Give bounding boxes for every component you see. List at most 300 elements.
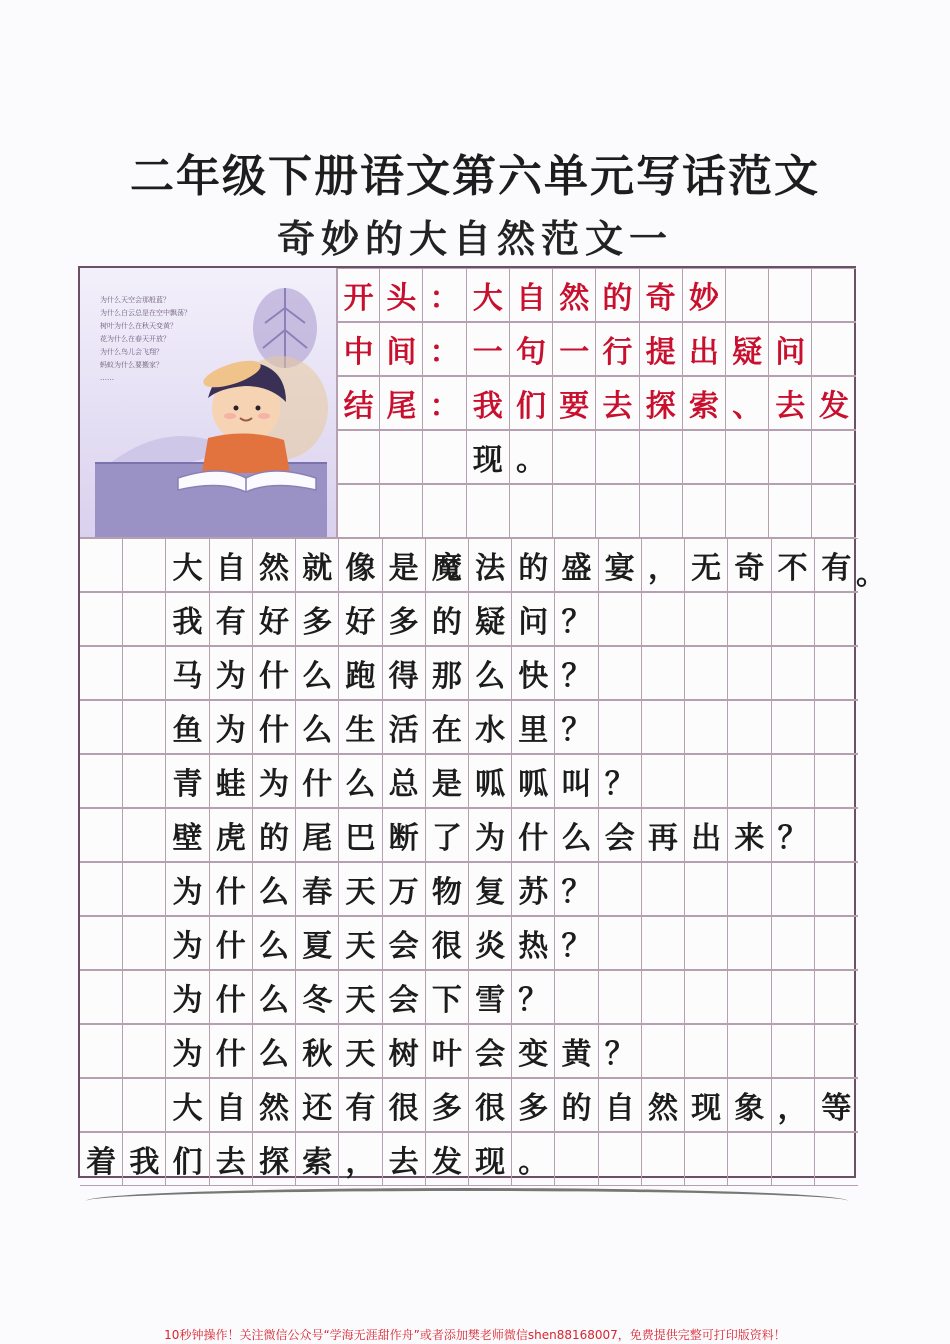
grid-cell: 一 [553, 322, 596, 376]
essay-row [80, 1132, 858, 1186]
essay-row [80, 646, 858, 700]
poem-line: 为什么天空会那般蓝？ [100, 296, 170, 304]
grid-cell: 尾 [296, 808, 339, 862]
grid-cell [726, 484, 769, 538]
grid-cell: 索 [683, 376, 726, 430]
grid-cell: 什 [210, 916, 253, 970]
grid-cell [596, 484, 639, 538]
grid-cell: 树 [383, 1024, 426, 1078]
grid-cell: 好 [253, 592, 296, 646]
grid-cell: 的 [555, 1078, 598, 1132]
grid-cell: 自 [210, 1078, 253, 1132]
grid-cell: 黄 [555, 1024, 598, 1078]
outline-row [337, 376, 856, 430]
grid-cell [80, 1024, 123, 1078]
grid-cell: 着 [80, 1132, 123, 1186]
grid-cell: 去 [769, 376, 812, 430]
grid-cell [642, 970, 685, 1024]
grid-cell [599, 646, 642, 700]
grid-cell [772, 916, 815, 970]
grid-cell: 为 [253, 754, 296, 808]
grid-cell [728, 862, 771, 916]
grid-cell: 雪 [469, 970, 512, 1024]
grid-cell: 了 [426, 808, 469, 862]
grid-cell [683, 430, 726, 484]
grid-cell [769, 430, 812, 484]
grid-cell [728, 700, 771, 754]
page-title: 二年级下册语文第六单元写话范文 [130, 151, 820, 202]
grid-cell: 复 [469, 862, 512, 916]
grid-cell [599, 1132, 642, 1186]
essay-subtitle: 奇妙的大自然范文一 [276, 216, 673, 261]
essay-row [80, 1024, 858, 1078]
grid-cell [815, 754, 858, 808]
grid-cell: ， [642, 538, 685, 592]
grid-cell [123, 916, 166, 970]
grid-cell: ， [772, 1078, 815, 1132]
grid-cell: 中 [337, 322, 380, 376]
grid-cell: 然 [553, 268, 596, 322]
grid-cell [423, 430, 466, 484]
grid-cell: 很 [426, 916, 469, 970]
grid-cell [642, 646, 685, 700]
grid-cell [772, 862, 815, 916]
grid-cell: 多 [383, 592, 426, 646]
grid-cell: 会 [383, 916, 426, 970]
poem-line: …… [100, 374, 114, 382]
grid-cell: 还 [296, 1078, 339, 1132]
grid-cell: 很 [469, 1078, 512, 1132]
grid-cell [772, 592, 815, 646]
grid-cell [772, 700, 815, 754]
grid-cell: 自 [510, 268, 553, 322]
grid-cell [815, 970, 858, 1024]
grid-cell: 什 [512, 808, 555, 862]
essay-row [80, 970, 858, 1024]
grid-cell: 总 [383, 754, 426, 808]
grid-cell [123, 538, 166, 592]
grid-cell [380, 430, 423, 484]
essay-row [80, 916, 858, 970]
grid-cell: 妙 [683, 268, 726, 322]
grid-cell: 壁 [166, 808, 209, 862]
grid-cell: ？ [555, 862, 598, 916]
grid-cell: 巴 [339, 808, 382, 862]
grid-cell: 多 [296, 592, 339, 646]
grid-cell: ？ [555, 592, 598, 646]
grid-cell: 然 [253, 538, 296, 592]
grid-cell: 去 [210, 1132, 253, 1186]
grid-cell: 物 [426, 862, 469, 916]
grid-cell: 呱 [512, 754, 555, 808]
grid-cell: 么 [296, 700, 339, 754]
grid-cell: 么 [469, 646, 512, 700]
grid-cell: 来 [728, 808, 771, 862]
grid-cell: 夏 [296, 916, 339, 970]
grid-cell [467, 484, 510, 538]
grid-cell [380, 484, 423, 538]
grid-cell: 自 [599, 1078, 642, 1132]
grid-cell: 么 [253, 1024, 296, 1078]
grid-cell: 疑 [726, 322, 769, 376]
grid-cell: 象 [728, 1078, 771, 1132]
grid-cell: ： [423, 322, 466, 376]
grid-cell: 探 [253, 1132, 296, 1186]
grid-cell: 提 [640, 322, 683, 376]
grid-cell: ？ [772, 808, 815, 862]
grid-cell: 有 [339, 1078, 382, 1132]
overflow-punctuation: 。 [856, 557, 886, 592]
grid-cell: ？ [599, 1024, 642, 1078]
grid-cell [123, 862, 166, 916]
grid-cell: 的 [512, 538, 555, 592]
grid-cell: 为 [166, 862, 209, 916]
grid-cell: ？ [555, 916, 598, 970]
grid-cell: 一 [467, 322, 510, 376]
grid-cell [423, 484, 466, 538]
grid-cell [642, 916, 685, 970]
grid-cell: 么 [339, 754, 382, 808]
grid-cell: 结 [337, 376, 380, 430]
grid-cell: 等 [815, 1078, 858, 1132]
grid-cell [599, 700, 642, 754]
grid-cell [685, 970, 728, 1024]
grid-cell [123, 700, 166, 754]
grid-cell: ， [339, 1132, 382, 1186]
grid-cell: 叶 [426, 1024, 469, 1078]
grid-cell: 去 [383, 1132, 426, 1186]
grid-cell [685, 700, 728, 754]
grid-cell: 虎 [210, 808, 253, 862]
grid-cell: 得 [383, 646, 426, 700]
grid-cell: 么 [253, 916, 296, 970]
grid-cell [728, 646, 771, 700]
grid-cell [123, 970, 166, 1024]
footer-note: 10秒钟操作！关注微信公众号“学海无涯甜作舟”或者添加樊老师微信shen88168007，免费提供完整可打印版资料！ [164, 1328, 786, 1342]
grid-cell: 索 [296, 1132, 339, 1186]
grid-cell: 再 [642, 808, 685, 862]
grid-cell: 冬 [296, 970, 339, 1024]
page-bottom-curve [86, 1188, 848, 1201]
grid-cell: 法 [469, 538, 512, 592]
essay-row [80, 754, 858, 808]
outline-row [337, 268, 856, 322]
grid-cell [123, 754, 166, 808]
grid-cell: 秋 [296, 1024, 339, 1078]
grid-cell [80, 1078, 123, 1132]
grid-cell [642, 862, 685, 916]
grid-cell: 句 [510, 322, 553, 376]
grid-cell [596, 430, 639, 484]
grid-cell: 水 [469, 700, 512, 754]
grid-cell: 我 [123, 1132, 166, 1186]
essay-row [80, 700, 858, 754]
grid-cell [553, 484, 596, 538]
grid-cell: 出 [685, 808, 728, 862]
grid-cell [772, 970, 815, 1024]
grid-cell [815, 646, 858, 700]
grid-cell: 间 [380, 322, 423, 376]
grid-cell [683, 484, 726, 538]
grid-cell: 为 [469, 808, 512, 862]
grid-cell [642, 592, 685, 646]
grid-cell [772, 646, 815, 700]
grid-cell: 热 [512, 916, 555, 970]
grid-cell: 什 [296, 754, 339, 808]
grid-cell: 马 [166, 646, 209, 700]
grid-cell: 好 [339, 592, 382, 646]
grid-cell: 就 [296, 538, 339, 592]
grid-cell: 大 [166, 1078, 209, 1132]
writing-grid [78, 266, 856, 1178]
grid-cell: 么 [296, 646, 339, 700]
grid-cell: 像 [339, 538, 382, 592]
grid-cell [772, 754, 815, 808]
grid-cell: 要 [553, 376, 596, 430]
grid-cell: 什 [253, 700, 296, 754]
grid-cell: 发 [426, 1132, 469, 1186]
grid-cell: 为 [166, 916, 209, 970]
grid-cell: 什 [253, 646, 296, 700]
poem-line: 为什么鸟儿会飞翔？ [100, 348, 163, 356]
grid-cell: 活 [383, 700, 426, 754]
grid-cell: 为 [166, 1024, 209, 1078]
grid-cell: 行 [596, 322, 639, 376]
grid-cell [553, 430, 596, 484]
grid-cell [123, 808, 166, 862]
grid-cell [685, 862, 728, 916]
grid-cell: 苏 [512, 862, 555, 916]
grid-cell [728, 916, 771, 970]
grid-cell: 万 [383, 862, 426, 916]
grid-cell [728, 754, 771, 808]
grid-cell: 现 [467, 430, 510, 484]
grid-cell: 奇 [728, 538, 771, 592]
grid-cell [728, 1024, 771, 1078]
grid-cell [812, 268, 855, 322]
grid-cell: 天 [339, 970, 382, 1024]
grid-cell: 我 [166, 592, 209, 646]
grid-cell [815, 916, 858, 970]
grid-cell: 那 [426, 646, 469, 700]
grid-cell: 么 [253, 970, 296, 1024]
grid-cell [337, 430, 380, 484]
grid-cell [80, 970, 123, 1024]
grid-cell: 有 [210, 592, 253, 646]
grid-cell [812, 322, 855, 376]
grid-cell: ？ [555, 646, 598, 700]
grid-cell: 会 [599, 808, 642, 862]
essay-row [80, 1078, 858, 1132]
grid-cell [642, 1132, 685, 1186]
poem-text [100, 294, 250, 385]
grid-cell: 魔 [426, 538, 469, 592]
grid-cell: 出 [683, 322, 726, 376]
grid-cell: 现 [469, 1132, 512, 1186]
grid-cell: 天 [339, 916, 382, 970]
grid-cell: 在 [426, 700, 469, 754]
grid-cell [599, 916, 642, 970]
grid-cell [769, 484, 812, 538]
grid-cell: ？ [512, 970, 555, 1024]
grid-cell [80, 916, 123, 970]
grid-cell: 为 [210, 700, 253, 754]
grid-cell [772, 1024, 815, 1078]
essay-row [80, 592, 858, 646]
grid-cell: 叫 [555, 754, 598, 808]
grid-cell [510, 484, 553, 538]
grid-cell: 然 [642, 1078, 685, 1132]
grid-cell [815, 862, 858, 916]
grid-cell: ？ [555, 700, 598, 754]
grid-cell [642, 754, 685, 808]
grid-cell [685, 754, 728, 808]
grid-cell [123, 1078, 166, 1132]
grid-cell [80, 538, 123, 592]
grid-cell [685, 592, 728, 646]
grid-cell [812, 430, 855, 484]
grid-cell: 的 [596, 268, 639, 322]
grid-cell: 的 [426, 592, 469, 646]
grid-cell [80, 808, 123, 862]
grid-cell [80, 592, 123, 646]
grid-cell [728, 1132, 771, 1186]
grid-cell: 天 [339, 862, 382, 916]
grid-cell: 去 [596, 376, 639, 430]
grid-cell [642, 1024, 685, 1078]
grid-cell: 们 [510, 376, 553, 430]
grid-cell [123, 646, 166, 700]
outline-row [337, 484, 856, 538]
poem-line: 为什么白云总是在空中飘荡？ [100, 309, 191, 317]
grid-cell: 现 [685, 1078, 728, 1132]
grid-cell: 为 [166, 970, 209, 1024]
grid-cell: 疑 [469, 592, 512, 646]
grid-cell: 开 [337, 268, 380, 322]
grid-cell: ？ [599, 754, 642, 808]
grid-cell [815, 1132, 858, 1186]
grid-cell: 探 [640, 376, 683, 430]
grid-cell [685, 916, 728, 970]
grid-cell: 大 [467, 268, 510, 322]
grid-cell: 多 [426, 1078, 469, 1132]
grid-cell: 么 [555, 808, 598, 862]
outline-row [337, 430, 856, 484]
outline-row [337, 322, 856, 376]
grid-cell: 下 [426, 970, 469, 1024]
grid-cell [555, 970, 598, 1024]
grid-cell: 里 [512, 700, 555, 754]
grid-cell: 奇 [640, 268, 683, 322]
essay-row [80, 862, 858, 916]
grid-cell [80, 862, 123, 916]
grid-cell [728, 970, 771, 1024]
grid-cell: 炎 [469, 916, 512, 970]
grid-cell [80, 754, 123, 808]
essay-row [80, 538, 858, 592]
grid-cell [726, 430, 769, 484]
grid-cell [123, 1024, 166, 1078]
grid-cell [685, 1024, 728, 1078]
grid-cell: 是 [383, 538, 426, 592]
grid-cell [772, 1132, 815, 1186]
grid-cell: 。 [510, 430, 553, 484]
grid-cell [815, 1024, 858, 1078]
grid-cell: 天 [339, 1024, 382, 1078]
grid-cell [337, 484, 380, 538]
grid-cell: 尾 [380, 376, 423, 430]
grid-cell: ： [423, 268, 466, 322]
grid-cell: 为 [210, 646, 253, 700]
essay-row [80, 808, 858, 862]
grid-cell [599, 592, 642, 646]
grid-cell [599, 862, 642, 916]
grid-cell: 多 [512, 1078, 555, 1132]
grid-cell: 会 [469, 1024, 512, 1078]
grid-cell [726, 268, 769, 322]
grid-cell: 有 [815, 538, 858, 592]
grid-cell [769, 268, 812, 322]
grid-cell: 。 [512, 1132, 555, 1186]
grid-cell: 、 [726, 376, 769, 430]
grid-cell [642, 700, 685, 754]
grid-cell: 跑 [339, 646, 382, 700]
grid-cell: 无 [685, 538, 728, 592]
grid-cell: 不 [772, 538, 815, 592]
grid-cell: 春 [296, 862, 339, 916]
grid-cell: 然 [253, 1078, 296, 1132]
grid-cell [599, 970, 642, 1024]
illustration [80, 268, 337, 538]
poem-line: 花为什么在春天开放？ [100, 335, 170, 343]
grid-cell: 盛 [555, 538, 598, 592]
grid-cell: 什 [210, 970, 253, 1024]
grid-cell [640, 484, 683, 538]
grid-cell: 是 [426, 754, 469, 808]
grid-cell: ： [423, 376, 466, 430]
grid-cell [728, 592, 771, 646]
grid-cell [80, 646, 123, 700]
grid-cell [80, 700, 123, 754]
grid-cell [815, 700, 858, 754]
grid-cell [640, 430, 683, 484]
grid-cell: 发 [812, 376, 855, 430]
grid-cell: 变 [512, 1024, 555, 1078]
grid-cell: 什 [210, 1024, 253, 1078]
grid-cell: 鱼 [166, 700, 209, 754]
grid-cell [123, 592, 166, 646]
grid-cell [555, 1132, 598, 1186]
grid-cell: 会 [383, 970, 426, 1024]
grid-cell: 蛙 [210, 754, 253, 808]
grid-cell: 很 [383, 1078, 426, 1132]
grid-cell: 我 [467, 376, 510, 430]
grid-cell [815, 808, 858, 862]
grid-cell: 的 [253, 808, 296, 862]
grid-cell [685, 1132, 728, 1186]
grid-cell: 头 [380, 268, 423, 322]
grid-cell: 大 [166, 538, 209, 592]
grid-cell: 呱 [469, 754, 512, 808]
grid-cell: 宴 [599, 538, 642, 592]
grid-cell: 什 [210, 862, 253, 916]
poem-line: 蚂蚁为什么要搬家？ [100, 361, 163, 369]
grid-cell: 问 [769, 322, 812, 376]
grid-cell: 们 [166, 1132, 209, 1186]
grid-cell [815, 592, 858, 646]
grid-cell: 么 [253, 862, 296, 916]
poem-line: 树叶为什么在秋天变黄？ [100, 322, 177, 330]
